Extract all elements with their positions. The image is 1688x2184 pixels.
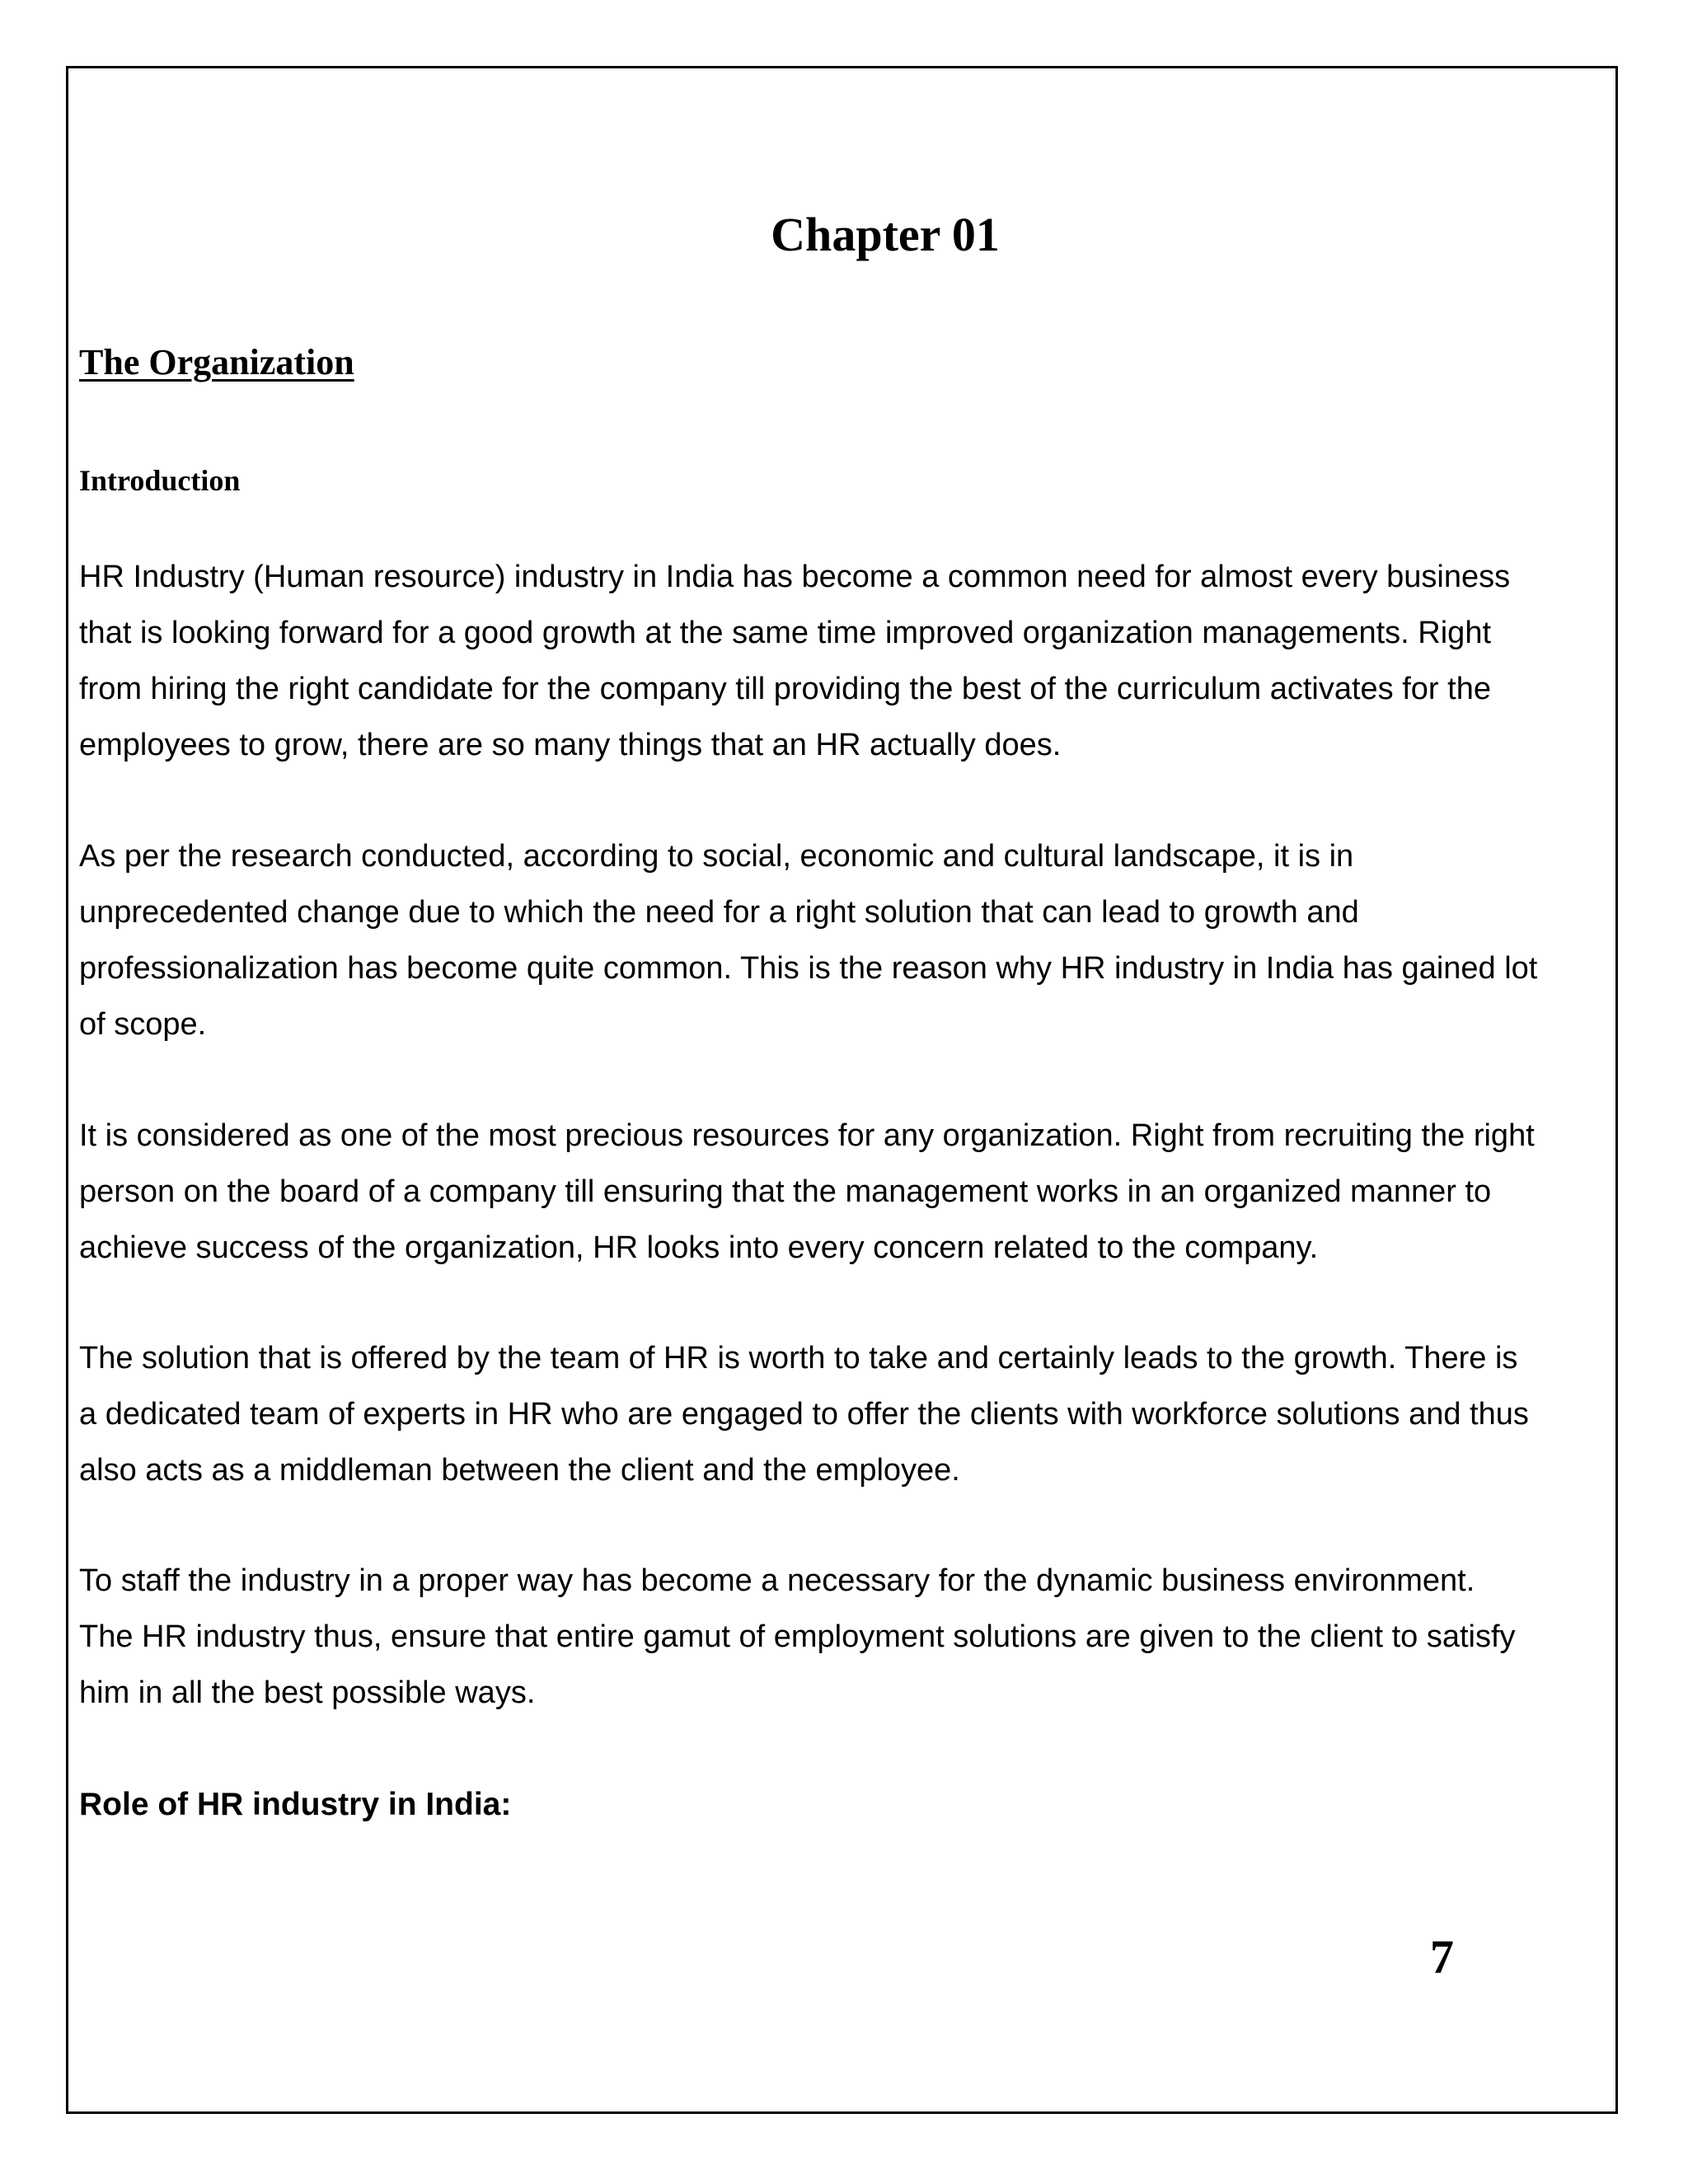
paragraph-line: professionalization has become quite common. This is the reason why HR industry in India has gained lot <box>79 951 1538 986</box>
section-title: The Organization <box>79 342 354 382</box>
role-heading: Role of HR industry in India: <box>79 1787 512 1822</box>
paragraph-line: The HR industry thus, ensure that entire gamut of employment solutions are given to the client to satisfy <box>79 1619 1516 1654</box>
paragraph-line: HR Industry (Human resource) industry in India has become a common need for almost every business <box>79 560 1511 594</box>
paragraph-4 <box>79 1330 1616 1498</box>
paragraph-5 <box>79 1553 1616 1721</box>
chapter-title: Chapter 01 <box>771 208 1000 261</box>
paragraph-line: It is considered as one of the most precious resources for any organization. Right from recruiting the right <box>79 1118 1535 1153</box>
paragraph-line: As per the research conducted, according to social, economic and cultural landscape, it is in <box>79 839 1354 874</box>
paragraph-3 <box>79 1108 1616 1276</box>
paragraph-line: achieve success of the organization, HR looks into every concern related to the company. <box>79 1230 1319 1265</box>
paragraph-line: unprecedented change due to which the need for a right solution that can lead to growth and <box>79 895 1359 930</box>
paragraph-line: him in all the best possible ways. <box>79 1675 536 1710</box>
paragraph-1 <box>79 549 1616 773</box>
paragraph-line: person on the board of a company till ensuring that the management works in an organized manner to <box>79 1174 1492 1209</box>
paragraph-line: To staff the industry in a proper way has become a necessary for the dynamic business environment. <box>79 1563 1475 1598</box>
paragraph-line: that is looking forward for a good growth at the same time improved organization managements. Right <box>79 616 1492 650</box>
paragraph-line: also acts as a middleman between the client and the employee. <box>79 1453 960 1488</box>
paragraph-line: employees to grow, there are so many things that an HR actually does. <box>79 728 1062 762</box>
paragraph-line: of scope. <box>79 1007 207 1042</box>
paragraph-line: a dedicated team of experts in HR who are engaged to offer the clients with workforce solutions and thus <box>79 1397 1529 1432</box>
page-number: 7 <box>1430 1930 1454 1984</box>
subsection-title: Introduction <box>79 464 241 497</box>
paragraph-line: The solution that is offered by the team of HR is worth to take and certainly leads to the growth. There is <box>79 1341 1518 1376</box>
paragraph-2 <box>79 828 1616 1052</box>
paragraph-line: from hiring the right candidate for the company till providing the best of the curriculum activates for the <box>79 672 1491 706</box>
